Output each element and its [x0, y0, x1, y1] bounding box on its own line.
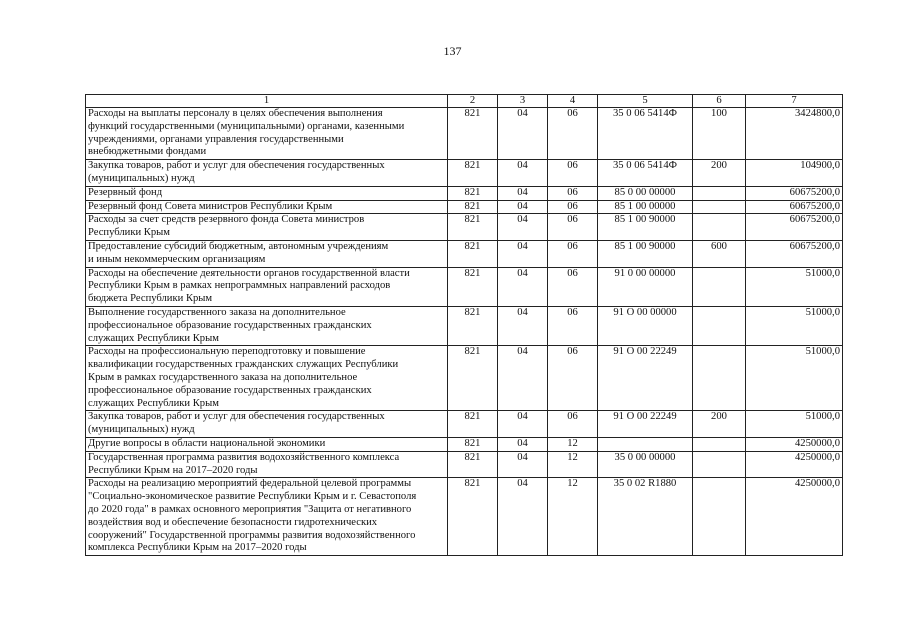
row-name: Расходы за счет средств резервного фонда Совета министров Республики Крым: [86, 214, 448, 241]
row-code-4: 06: [548, 306, 598, 345]
row-code-3: 04: [498, 306, 548, 345]
row-code-5: 85 1 00 90000: [598, 214, 693, 241]
row-name: Выполнение государственного заказа на дополнительное профессиональное образование государственных гражданских служащих Республики Крым: [86, 306, 448, 345]
row-code-5: 91 О 00 22249: [598, 411, 693, 438]
row-code-4: 06: [548, 411, 598, 438]
table-row: [86, 160, 843, 187]
table-row: [86, 200, 843, 214]
row-code-2: 821: [448, 240, 498, 267]
row-sum: 51000,0: [746, 411, 843, 438]
row-code-5: 35 0 06 5414Ф: [598, 160, 693, 187]
row-code-3: 04: [498, 240, 548, 267]
table-row: [86, 240, 843, 267]
row-name: Расходы на профессиональную переподготовку и повышение квалификации государственных гражданских служащих Республики Крым в рамках государственного заказа на дополнительное профессиональное образование государственных гражданских служащих Республики Крым: [86, 346, 448, 411]
row-sum: 3424800,0: [746, 108, 843, 160]
row-code-6: [693, 186, 746, 200]
row-code-2: 821: [448, 451, 498, 478]
row-code-2: 821: [448, 200, 498, 214]
row-sum: 60675200,0: [746, 240, 843, 267]
row-code-2: 821: [448, 411, 498, 438]
row-code-6: 200: [693, 160, 746, 187]
row-code-3: 04: [498, 346, 548, 411]
row-sum: 51000,0: [746, 267, 843, 306]
row-code-5: 35 0 02 R1880: [598, 478, 693, 556]
row-code-5: 85 1 00 00000: [598, 200, 693, 214]
row-code-2: 821: [448, 267, 498, 306]
row-code-6: [693, 478, 746, 556]
row-name: Расходы на выплаты персоналу в целях обеспечения выполнения функций государственными (муниципальными) органами, казенными учреждениями, органами управления государственными внебюджетными фондами: [86, 108, 448, 160]
table-row: [86, 306, 843, 345]
row-code-3: 04: [498, 411, 548, 438]
row-name: Государственная программа развития водохозяйственного комплекса Республики Крым на 2017–2020 годы: [86, 451, 448, 478]
row-code-5: 85 1 00 90000: [598, 240, 693, 267]
row-code-3: 04: [498, 214, 548, 241]
row-code-4: 06: [548, 200, 598, 214]
row-name: Резервный фонд: [86, 186, 448, 200]
row-code-4: 06: [548, 160, 598, 187]
row-sum: 60675200,0: [746, 214, 843, 241]
row-code-6: [693, 346, 746, 411]
row-name: Расходы на обеспечение деятельности органов государственной власти Республики Крым в рамках непрограммных направлений расходов бюджета Республики Крым: [86, 267, 448, 306]
row-name: Закупка товаров, работ и услуг для обеспечения государственных (муниципальных) нужд: [86, 160, 448, 187]
row-code-6: 600: [693, 240, 746, 267]
row-code-6: [693, 214, 746, 241]
row-code-5: 35 0 06 5414Ф: [598, 108, 693, 160]
header-col-4: 4: [548, 95, 598, 108]
row-code-4: 06: [548, 108, 598, 160]
row-sum: 51000,0: [746, 306, 843, 345]
row-code-3: 04: [498, 108, 548, 160]
row-code-2: 821: [448, 306, 498, 345]
row-code-4: 12: [548, 478, 598, 556]
table-row: [86, 214, 843, 241]
row-code-6: 100: [693, 108, 746, 160]
page-number: 137: [443, 44, 462, 58]
row-code-5: 91 О 00 00000: [598, 306, 693, 345]
row-code-2: 821: [448, 186, 498, 200]
row-code-2: 821: [448, 478, 498, 556]
table-row: [86, 451, 843, 478]
row-code-5: 85 0 00 00000: [598, 186, 693, 200]
header-col-5: 5: [598, 95, 693, 108]
row-code-4: 12: [548, 437, 598, 451]
row-name: Другие вопросы в области национальной экономики: [86, 437, 448, 451]
table-row: [86, 267, 843, 306]
row-code-4: 06: [548, 240, 598, 267]
budget-table: [85, 94, 843, 556]
row-sum: 51000,0: [746, 346, 843, 411]
header-col-6: 6: [693, 95, 746, 108]
row-code-2: 821: [448, 437, 498, 451]
row-code-6: [693, 306, 746, 345]
row-sum: 4250000,0: [746, 451, 843, 478]
row-code-3: 04: [498, 186, 548, 200]
table-row: [86, 437, 843, 451]
row-code-3: 04: [498, 160, 548, 187]
row-sum: 104900,0: [746, 160, 843, 187]
table-row: [86, 186, 843, 200]
table-row: [86, 478, 843, 556]
row-sum: 60675200,0: [746, 200, 843, 214]
header-col-7: 7: [746, 95, 843, 108]
row-code-5: 91 О 00 22249: [598, 346, 693, 411]
row-code-4: 06: [548, 267, 598, 306]
row-code-3: 04: [498, 267, 548, 306]
row-code-6: 200: [693, 411, 746, 438]
row-code-3: 04: [498, 200, 548, 214]
header-col-1: 1: [86, 95, 448, 108]
row-code-5: 35 0 00 00000: [598, 451, 693, 478]
row-sum: 4250000,0: [746, 478, 843, 556]
header-col-3: 3: [498, 95, 548, 108]
row-code-3: 04: [498, 478, 548, 556]
row-code-3: 04: [498, 451, 548, 478]
table-row: [86, 346, 843, 411]
table-body: [86, 108, 843, 556]
table-row: [86, 411, 843, 438]
row-name: Закупка товаров, работ и услуг для обеспечения государственных (муниципальных) нужд: [86, 411, 448, 438]
row-code-6: [693, 451, 746, 478]
row-code-2: 821: [448, 108, 498, 160]
row-name: Предоставление субсидий бюджетным, автономным учреждениям и иным некоммерческим организациям: [86, 240, 448, 267]
row-code-6: [693, 200, 746, 214]
row-code-3: 04: [498, 437, 548, 451]
table-row: [86, 108, 843, 160]
row-code-5: 91 0 00 00000: [598, 267, 693, 306]
row-code-5: [598, 437, 693, 451]
row-code-2: 821: [448, 346, 498, 411]
row-sum: 4250000,0: [746, 437, 843, 451]
row-code-2: 821: [448, 214, 498, 241]
row-code-2: 821: [448, 160, 498, 187]
row-name: Резервный фонд Совета министров Республики Крым: [86, 200, 448, 214]
row-code-6: [693, 437, 746, 451]
row-name: Расходы на реализацию мероприятий федеральной целевой программы "Социально-экономическое развитие Республики Крым и г. Севастополя до 2020 года" в рамках основного мероприятия "Защита от негативного воздействия вод и обеспечение безопасности гидротехнических сооружений" Государственной программы развития водохозяйственного комплекса Республики Крым на 2017–2020 годы: [86, 478, 448, 556]
row-code-6: [693, 267, 746, 306]
row-sum: 60675200,0: [746, 186, 843, 200]
row-code-4: 06: [548, 186, 598, 200]
header-col-2: 2: [448, 95, 498, 108]
header-row: [86, 95, 843, 108]
row-code-4: 06: [548, 214, 598, 241]
row-code-4: 06: [548, 346, 598, 411]
row-code-4: 12: [548, 451, 598, 478]
